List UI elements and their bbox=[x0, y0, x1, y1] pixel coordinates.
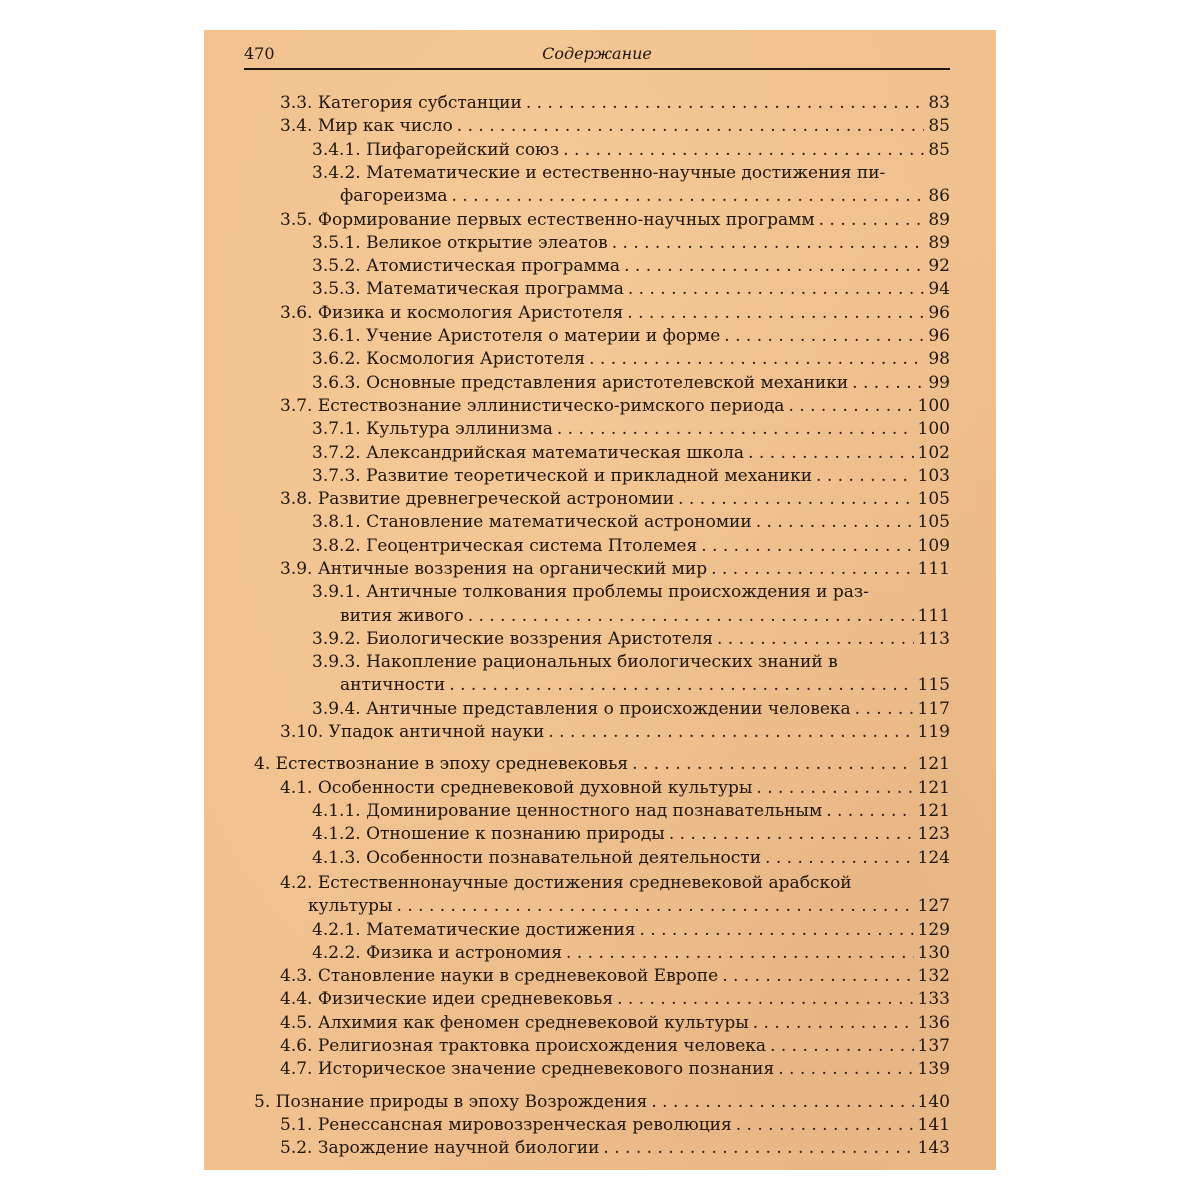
toc-entry-page: 141 bbox=[917, 1114, 950, 1135]
toc-entry-page: 89 bbox=[928, 232, 950, 253]
toc-entry-number: 4.7. bbox=[280, 1059, 313, 1080]
toc-entry-number: 3.7.3. bbox=[312, 465, 361, 486]
toc-entry-title-continued: фагореизма bbox=[340, 186, 448, 207]
toc-entry-title: Атомистическая программа bbox=[366, 256, 621, 277]
toc-entry-title: Физика и космология Аристотеля bbox=[317, 302, 624, 323]
toc-entry-page: 130 bbox=[917, 942, 950, 963]
dot-leader bbox=[548, 721, 913, 744]
toc-entry-number: 3.4.2. bbox=[312, 162, 361, 183]
toc-entry-number: 3.4.1. bbox=[312, 139, 361, 160]
dot-leader bbox=[669, 823, 914, 846]
toc-entry-number: 4.1. bbox=[280, 777, 313, 798]
toc-entry-title-continued: культуры bbox=[308, 896, 393, 917]
toc-entry-title: Упадок античной науки bbox=[328, 722, 545, 743]
toc-entry-number: 3.5.2. bbox=[312, 256, 361, 277]
toc-entry-number: 3.7.2. bbox=[312, 442, 361, 463]
dot-leader bbox=[452, 185, 925, 208]
toc-entry-title: Религиозная трактовка происхождения человека bbox=[317, 1036, 767, 1056]
toc-entry-page: 121 bbox=[917, 754, 950, 775]
toc-entry-page: 100 bbox=[917, 419, 950, 440]
toc-entry-page: 92 bbox=[928, 256, 950, 277]
toc-entry-title-continued: античности bbox=[340, 675, 446, 696]
running-head: Содержание bbox=[542, 44, 652, 63]
toc-entry-page: 96 bbox=[928, 326, 950, 346]
toc-entry-title: Античные воззрения на органический мир bbox=[317, 559, 708, 579]
toc-entry-page: 136 bbox=[917, 1012, 950, 1033]
toc-entry-number: 3.6.1. bbox=[312, 326, 361, 346]
toc-entry-number: 4.1.1. bbox=[312, 801, 361, 821]
dot-leader bbox=[449, 674, 913, 697]
page-header bbox=[244, 42, 950, 70]
toc-entry-title: Биологические воззрения Аристотеля bbox=[366, 628, 713, 649]
toc-entry-number: 3.5. bbox=[280, 209, 313, 230]
book-page bbox=[204, 30, 996, 1170]
toc-entry-page: 137 bbox=[917, 1036, 950, 1056]
toc-entry-page: 139 bbox=[917, 1059, 950, 1080]
dot-leader bbox=[756, 777, 913, 800]
toc-entry-number: 4. bbox=[254, 754, 271, 775]
dot-leader bbox=[788, 395, 913, 418]
toc-entry-page: 111 bbox=[917, 605, 950, 626]
toc-entry-title: Познание природы в эпоху Возрождения bbox=[275, 1091, 648, 1112]
toc-entry-title: Развитие древнегреческой астрономии bbox=[317, 489, 675, 510]
dot-leader bbox=[557, 418, 914, 441]
toc-entry-number: 3.5.3. bbox=[312, 279, 361, 300]
dot-leader bbox=[639, 919, 913, 942]
toc-entry-number: 3.9. bbox=[280, 559, 313, 579]
toc-entry-title: Античные представления о происхождении человека bbox=[366, 698, 851, 719]
toc-entry-number: 4.1.2. bbox=[312, 824, 361, 845]
dot-leader bbox=[736, 1114, 914, 1137]
toc-entry-title: Пифагорейский союз bbox=[366, 139, 560, 160]
toc-entry-page: 99 bbox=[928, 372, 950, 393]
dot-leader bbox=[526, 92, 925, 115]
toc-entry-page: 105 bbox=[917, 512, 950, 533]
toc-entry-page: 129 bbox=[917, 919, 950, 940]
toc-entry-number: 5.1. bbox=[280, 1114, 313, 1135]
dot-leader bbox=[627, 302, 924, 325]
toc-entry-page: 117 bbox=[917, 698, 950, 719]
toc-entry-number: 4.3. bbox=[280, 966, 313, 987]
toc-entry-title: Александрийская математическая школа bbox=[366, 442, 745, 463]
toc-entry-number: 4.5. bbox=[280, 1012, 313, 1033]
toc-entry-title: Накопление рациональных биологических знаний в bbox=[366, 652, 838, 673]
toc-entry-page: 124 bbox=[917, 847, 950, 868]
toc-entry-page: 132 bbox=[917, 966, 950, 987]
toc-entry-number: 3.9.3. bbox=[312, 652, 361, 673]
toc-entry-page: 85 bbox=[928, 116, 950, 137]
toc-entry-page: 123 bbox=[917, 824, 950, 845]
dot-leader bbox=[826, 800, 913, 823]
dot-leader bbox=[651, 1091, 913, 1114]
dot-leader bbox=[855, 698, 914, 721]
toc-entry-title: Становление математической астрономии bbox=[366, 512, 752, 533]
toc-entry-number: 3.9.4. bbox=[312, 698, 361, 719]
dot-leader bbox=[612, 232, 925, 255]
toc-entry-number: 3.8.2. bbox=[312, 535, 361, 556]
toc-entry-title: Алхимия как феномен средневековой культуры bbox=[317, 1012, 749, 1033]
toc-entry-page: 98 bbox=[928, 349, 950, 370]
dot-leader bbox=[701, 535, 913, 558]
toc-entry-number: 3.8.1. bbox=[312, 512, 361, 533]
toc-entry-page: 103 bbox=[917, 465, 950, 486]
toc-entry-number: 3.6.3. bbox=[312, 372, 361, 393]
toc-entry-title: Категория субстанции bbox=[317, 93, 522, 113]
toc-entry-title: Доминирование ценностного над познавательным bbox=[366, 801, 823, 821]
dot-leader bbox=[632, 753, 913, 776]
toc-entry-number: 5.2. bbox=[280, 1138, 313, 1159]
toc-entry-title: Формирование первых естественно-научных программ bbox=[317, 209, 815, 230]
dot-leader bbox=[816, 465, 914, 488]
dot-leader bbox=[717, 628, 914, 651]
toc-entry-page: 105 bbox=[917, 489, 950, 510]
toc-entry-number: 3.7.1. bbox=[312, 419, 361, 440]
dot-leader bbox=[753, 1012, 914, 1035]
toc-entry-title: Физические идеи средневековья bbox=[317, 989, 614, 1010]
toc-entry-title: Античные толкования проблемы происхождения и раз- bbox=[366, 582, 869, 603]
dot-leader bbox=[819, 209, 925, 232]
dot-leader bbox=[457, 115, 925, 138]
toc-entry-title: Великое открытие элеатов bbox=[366, 232, 608, 253]
toc-entry-title: Учение Аристотеля о материи и форме bbox=[366, 326, 721, 346]
toc-entry-number: 4.6. bbox=[280, 1036, 313, 1056]
dot-leader bbox=[724, 325, 924, 348]
toc-entry-title: Естествознание эллинистическо-римского периода bbox=[317, 395, 785, 416]
dot-leader bbox=[778, 1058, 913, 1081]
toc-entry-title: Культура эллинизма bbox=[366, 419, 553, 440]
dot-leader bbox=[678, 488, 913, 511]
toc-entry-title: Основные представления аристотелевской механики bbox=[366, 372, 849, 393]
toc-entry-page: 143 bbox=[917, 1138, 950, 1159]
toc-entry-title: Естественнонаучные достижения средневековой арабской bbox=[317, 872, 852, 893]
toc-entry-number: 3.4. bbox=[280, 116, 313, 137]
dot-leader bbox=[756, 511, 914, 534]
toc-entry-page: 109 bbox=[917, 535, 950, 556]
toc-entry-number: 3.3. bbox=[280, 93, 313, 113]
dot-leader bbox=[397, 895, 914, 918]
toc-entry-page: 140 bbox=[917, 1091, 950, 1112]
toc-entry-title: Мир как число bbox=[317, 116, 453, 137]
toc-entry-page: 83 bbox=[928, 93, 950, 113]
dot-leader bbox=[722, 965, 913, 988]
toc-entry-number: 3.9.2. bbox=[312, 628, 361, 649]
toc-entry-number: 4.1.3. bbox=[312, 847, 361, 868]
toc-entry-title: Геоцентрическая система Птолемея bbox=[366, 535, 698, 556]
dot-leader bbox=[566, 942, 914, 965]
toc-entry-page: 121 bbox=[917, 801, 950, 821]
dot-leader bbox=[770, 1035, 913, 1058]
toc-entry-title: Физика и астрономия bbox=[366, 942, 563, 963]
toc-entry-page: 100 bbox=[917, 395, 950, 416]
toc-entry-title: Математическая программа bbox=[366, 279, 624, 300]
toc-entry-title: Ренессансная мировоззренческая революция bbox=[317, 1114, 732, 1135]
dot-leader bbox=[628, 278, 925, 301]
toc-entry-title: Отношение к познанию природы bbox=[366, 824, 665, 845]
toc-entry-title: Историческое значение средневекового познания bbox=[317, 1059, 775, 1080]
toc-entry-number: 4.4. bbox=[280, 989, 313, 1010]
toc-entry-title: Зарождение научной биологии bbox=[317, 1138, 600, 1159]
toc-entry-number: 3.9.1. bbox=[312, 582, 361, 603]
toc-entry-number: 3.6.2. bbox=[312, 349, 361, 370]
toc-entry-number: 4.2. bbox=[280, 872, 313, 893]
dot-leader bbox=[603, 1137, 913, 1160]
dot-leader bbox=[589, 348, 924, 371]
toc-entry-page: 121 bbox=[917, 777, 950, 798]
toc-entry-page: 119 bbox=[917, 722, 950, 743]
toc-entry-page: 102 bbox=[917, 442, 950, 463]
dot-leader bbox=[711, 558, 913, 581]
dot-leader bbox=[624, 255, 924, 278]
toc-entry-number: 3.8. bbox=[280, 489, 313, 510]
toc-entry-title: Особенности познавательной деятельности bbox=[366, 847, 762, 868]
toc-entry-title: Развитие теоретической и прикладной механики bbox=[366, 465, 813, 486]
toc-entry-page: 111 bbox=[917, 559, 950, 579]
toc-entry-page: 89 bbox=[928, 209, 950, 230]
toc-entry-number: 4.2.2. bbox=[312, 942, 361, 963]
toc-entry-title: Особенности средневековой духовной культуры bbox=[317, 777, 753, 798]
page-number: 470 bbox=[244, 44, 275, 63]
dot-leader bbox=[617, 988, 913, 1011]
toc-entry-page: 115 bbox=[917, 675, 950, 696]
dot-leader bbox=[748, 442, 913, 465]
toc-entry-page: 113 bbox=[917, 628, 950, 649]
toc-entry-page: 127 bbox=[917, 896, 950, 917]
toc-entry-number: 3.7. bbox=[280, 395, 313, 416]
toc-entry-title: Космология Аристотеля bbox=[366, 349, 586, 370]
toc-entry-title: Математические достижения bbox=[366, 919, 636, 940]
toc-entry-number: 3.10. bbox=[280, 722, 324, 743]
dot-leader bbox=[468, 605, 914, 628]
dot-leader bbox=[563, 139, 924, 162]
dot-leader bbox=[852, 372, 924, 395]
toc-entry-number: 3.5.1. bbox=[312, 232, 361, 253]
dot-leader bbox=[765, 847, 914, 870]
toc-entry-page: 96 bbox=[928, 302, 950, 323]
toc-entry-page: 86 bbox=[928, 186, 950, 207]
toc-entry-title: Естествознание в эпоху средневековья bbox=[275, 754, 629, 775]
toc-entry-page: 94 bbox=[928, 279, 950, 300]
toc-entry-number: 3.6. bbox=[280, 302, 313, 323]
toc-entry-number: 5. bbox=[254, 1091, 271, 1112]
toc-entry-title-continued: вития живого bbox=[340, 605, 464, 626]
toc-entry-title: Математические и естественно-научные достижения пи- bbox=[366, 162, 886, 183]
toc-entry-page: 85 bbox=[928, 139, 950, 160]
toc-entry-title: Становление науки в средневековой Европе bbox=[317, 966, 719, 987]
toc-entry-number: 4.2.1. bbox=[312, 919, 361, 940]
toc-entry-page: 133 bbox=[917, 989, 950, 1010]
